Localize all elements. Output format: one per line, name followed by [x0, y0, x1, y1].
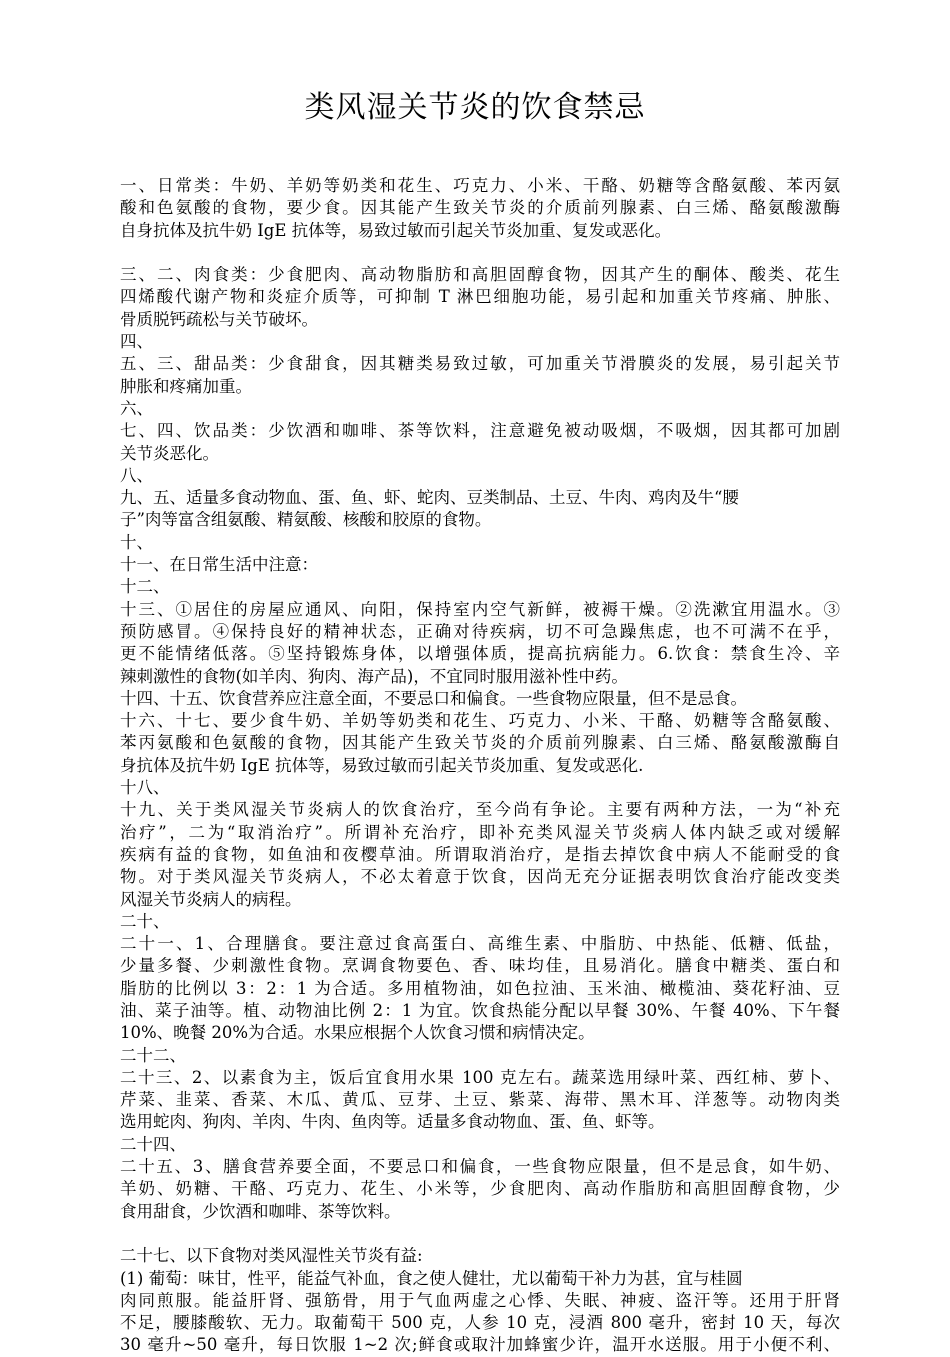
text-line: 六、	[120, 398, 153, 418]
text-line: 四、	[120, 332, 153, 352]
text-line: 物。对于类风湿关节炎病人，不必太着意于饮食，因尚无充分证据表明饮食治疗能改变类	[120, 867, 840, 887]
text-line: 酸和色氨酸的食物，要少食。因其能产生致关节炎的介质前列腺素、白三烯、酪氨酸激酶	[120, 198, 840, 218]
text-line: 七、四、饮品类：少饮酒和咖啡、茶等饮料，注意避免被动吸烟，不吸烟，因其都可加剧	[120, 421, 840, 441]
text-line: 八、	[120, 465, 153, 485]
text-line: 疾病有益的食物，如鱼油和夜樱草油。所谓取消治疗，是指去掉饮食中病人不能耐受的食	[120, 844, 840, 864]
text-line: 二十四、	[120, 1134, 186, 1154]
text-line: 二十五、3、膳食营养要全面，不要忌口和偏食，一些食物应限量，但不是忌食，如牛奶、	[120, 1157, 840, 1177]
page-title: 类风湿关节炎的饮食禁忌	[304, 90, 646, 125]
text-line: 十九、关于类风湿关节炎病人的饮食治疗，至今尚有争论。主要有两种方法，一为“补充	[120, 800, 840, 820]
text-line: 更不能情绪低落。⑤坚持锻炼身体，以增强体质，提高抗病能力。6.饮食：禁食生冷、辛	[120, 644, 840, 664]
text-line: 脂肪的比例以 3：2：1 为合适。多用植物油，如色拉油、玉米油、橄榄油、葵花籽油、豆	[120, 978, 840, 998]
text-line: 十三、①居住的房屋应通风、向阳，保持室内空气新鲜，被褥干燥。②洗漱宜用温水。③	[120, 599, 840, 619]
text-line: 九、五、适量多食动物血、蛋、鱼、虾、蛇肉、豆类制品、土豆、牛肉、鸡肉及牛“腰	[120, 488, 739, 508]
text-line: 30 毫升~50 毫升，每日饮服 1~2 次;鲜食或取汁加蜂蜜少许，温开水送服。用于小便不利、	[120, 1335, 840, 1355]
text-line: 风湿关节炎病人的病程。	[120, 889, 302, 909]
text-line: 十一、在日常生活中注意：	[120, 555, 318, 575]
text-line: 不足，腰膝酸软、无力。取葡萄干 500 克，人参 10 克，浸酒 800 毫升，密封 10 天，每次	[120, 1313, 840, 1333]
text-line: 油、菜子油等。植、动物油比例 2：1 为宜。饮食热能分配以早餐 30%、午餐 40%、下午餐	[120, 1000, 840, 1020]
paragraph-gap	[120, 1223, 840, 1245]
text-line: 少量多餐、少刺激性食物。烹调食物要色、香、味均佳，且易消化。膳食中糖类、蛋白和	[120, 956, 840, 976]
text-line: 十八、	[120, 778, 170, 798]
text-line: 肿胀和疼痛加重。	[120, 376, 252, 396]
text-line: 预防感冒。④保持良好的精神状态，正确对待疾病，切不可急躁焦虑，也不可满不在乎，	[120, 621, 840, 641]
text-line: 二十七、以下食物对类风湿性关节炎有益:	[120, 1246, 423, 1266]
text-line: 二十三、2、以素食为主，饭后宜食用水果 100 克左右。蔬菜选用绿叶菜、西红柿、萝卜、	[120, 1067, 840, 1087]
text-line: 10%、晚餐 20%为合适。水果应根据个人饮食习惯和病情决定。	[120, 1023, 595, 1043]
paragraph-gap	[120, 242, 840, 264]
text-line: 二十二、	[120, 1045, 186, 1065]
text-line: 选用蛇肉、狗肉、羊肉、牛肉、鱼肉等。适量多食动物血、蛋、鱼、虾等。	[120, 1112, 665, 1132]
text-line: 关节炎恶化。	[120, 443, 219, 463]
text-line: 十六、十七、要少食牛奶、羊奶等奶类和花生、巧克力、小米、干酪、奶糖等含酪氨酸、	[120, 711, 840, 731]
document-body	[120, 175, 840, 1357]
text-line: 五、三、甜品类：少食甜食，因其糖类易致过敏，可加重关节滑膜炎的发展，易引起关节	[120, 354, 840, 374]
text-line: 自身抗体及抗牛奶 IgE 抗体等，易致过敏而引起关节炎加重、复发或恶化。	[120, 220, 672, 240]
text-line: 辣刺激性的食物(如羊肉、狗肉、海产品)，不宜同时服用滋补性中药。	[120, 666, 628, 686]
text-line: 子”肉等富含组氨酸、精氨酸、核酸和胶原的食物。	[120, 510, 492, 530]
text-line: 二十、	[120, 911, 170, 931]
text-line: 身抗体及抗牛奶 IgE 抗体等，易致过敏而引起关节炎加重、复发或恶化.	[120, 755, 644, 775]
text-line: 四烯酸代谢产物和炎症介质等，可抑制 T 淋巴细胞功能，易引起和加重关节疼痛、肿胀、	[120, 287, 840, 307]
text-line: 二十一、1、合理膳食。要注意过食高蛋白、高维生素、中脂肪、中热能、低糖、低盐，	[120, 934, 840, 954]
text-line: 芹菜、韭菜、香菜、木瓜、黄瓜、豆芽、土豆、紫菜、海带、黑木耳、洋葱等。动物肉类	[120, 1090, 840, 1110]
text-line: 十四、十五、饮食营养应注意全面，不要忌口和偏食。一些食物应限量，但不是忌食。	[120, 688, 747, 708]
text-line: 三、二、肉食类：少食肥肉、高动物脂肪和高胆固醇食物，因其产生的酮体、酸类、花生	[120, 265, 840, 285]
text-line: 羊奶、奶糖、干酪、巧克力、花生、小米等，少食肥肉、高动作脂肪和高胆固醇食物，少	[120, 1179, 840, 1199]
text-line: 骨质脱钙疏松与关节破坏。	[120, 309, 318, 329]
text-line: 十、	[120, 532, 153, 552]
text-line: 食用甜食，少饮酒和咖啡、茶等饮料。	[120, 1201, 401, 1221]
text-line: 苯丙氨酸和色氨酸的食物，因其能产生致关节炎的介质前列腺素、白三烯、酪氨酸激酶自	[120, 733, 840, 753]
text-line: 十二、	[120, 577, 170, 597]
text-line: 治疗”，二为“取消治疗”。所谓补充治疗，即补充类风湿关节炎病人体内缺乏或对缓解	[120, 822, 840, 842]
text-line: 一、日常类：牛奶、羊奶等奶类和花生、巧克力、小米、干酪、奶糖等含酪氨酸、苯丙氨	[120, 176, 840, 195]
text-line: (1) 葡萄：味甘，性平，能益气补血，食之使人健壮，尤以葡萄干补力为甚，宜与桂圆	[120, 1268, 743, 1288]
text-line: 肉同煎服。能益肝肾、强筋骨，用于气血两虚之心悸、失眠、神疲、盗汗等。还用于肝肾	[120, 1290, 840, 1310]
